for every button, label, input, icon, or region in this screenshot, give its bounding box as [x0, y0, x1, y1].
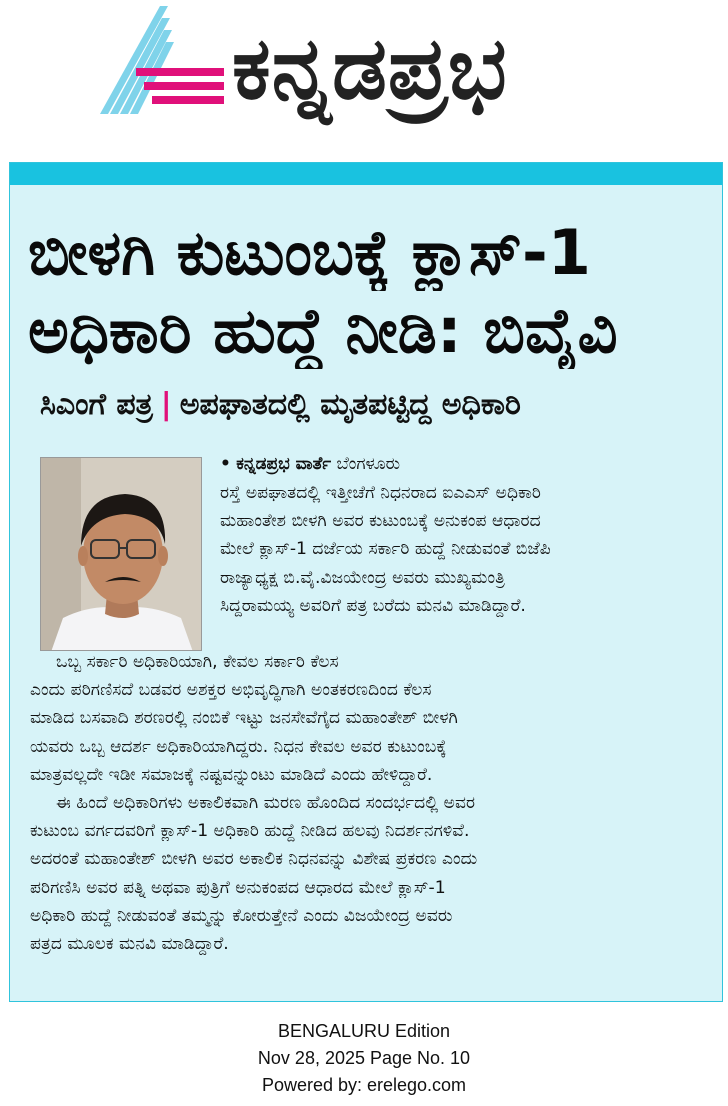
body-line: ಒಬ್ಬ ಸರ್ಕಾರಿ ಅಧಿಕಾರಿಯಾಗಿ, ಕೇವಲ ಸರ್ಕಾರಿ ಕೆಲಸ [56, 652, 339, 672]
subhead-right: ಅಪಘಾತದಲ್ಲಿ ಮೃತಪಟ್ಟಿದ್ದ ಅಧಿಕಾರಿ [179, 387, 521, 422]
article-top-bar [10, 163, 722, 185]
subheadline [40, 385, 710, 425]
subhead-separator: | [160, 387, 172, 422]
body-line: ಅದರಂತೆ ಮಹಾಂತೇಶ್ ಬೀಳಗಿ ಅವರ ಅಕಾಲಿಕ ನಿಧನವನ್ನು ವಿಶೇಷ ಪ್ರಕರಣ ಎಂದು [30, 849, 478, 870]
author-photo [40, 457, 202, 651]
masthead-name: ಕನ್ನಡಪ್ರಭ [232, 19, 508, 119]
body-line: ರಸ್ತೆ ಅಪಘಾತದಲ್ಲಿ ಇತ್ತೀಚೆಗೆ ನಿಧನರಾದ ಐಎಎಸ್ ಅಧಿಕಾರಿ [220, 483, 541, 503]
powered-by-link[interactable]: Powered by: erelego.com [261, 1075, 467, 1095]
headline-line-2: ಅಧಿಕಾರಿ ಹುದ್ದೆ ನೀಡಿ: ಬಿವೈವಿ [28, 294, 618, 367]
body-line: ಮಾತ್ರವಲ್ಲದೇ ಇಡೀ ಸಮಾಜಕ್ಕೆ ನಷ್ಟವನ್ನುಂಟು ಮಾಡಿದೆ ಎಂದು ಹೇಳಿದ್ದಾರೆ. [30, 764, 433, 785]
body-line: ಪತ್ರದ ಮೂಲಕ ಮನವಿ ಮಾಡಿದ್ದಾರೆ. [30, 933, 229, 954]
body-line: ಮಹಾಂತೇಶ ಬೀಳಗಿ ಅವರ ಕುಟುಂಬಕ್ಕೆ ಅನುಕಂಪ ಆಧಾರದ [220, 511, 541, 532]
article [9, 162, 723, 1002]
edition-label: BENGALURU Edition [277, 1021, 451, 1041]
portrait-image [41, 458, 202, 651]
body-line: ಈ ಹಿಂದೆ ಅಧಿಕಾರಿಗಳು ಅಕಾಲಿಕವಾಗಿ ಮರಣ ಹೊಂದಿದ ಸಂದರ್ಭದಲ್ಲಿ ಅವರ [56, 792, 476, 813]
body-line: ಸಿದ್ದರಾಮಯ್ಯ ಅವರಿಗೆ ಪತ್ರ ಬರೆದು ಮನವಿ ಮಾಡಿದ್ದಾರೆ. [220, 595, 526, 616]
body-line: ಕುಟುಂಬ ವರ್ಗದವರಿಗೆ ಕ್ಲಾಸ್-1 ಅಧಿಕಾರಿ ಹುದ್ದೆ ನೀಡಿದ ಹಲವು ನಿದರ್ಶನಗಳಿವೆ. [30, 821, 470, 842]
body-line: ಪರಿಗಣಿಸಿ ಅವರ ಪತ್ನಿ ಅಥವಾ ಪುತ್ರಿಗೆ ಅನುಕಂಪದ ಆಧಾರದ ಮೇಲೆ ಕ್ಲಾಸ್-1 [30, 877, 446, 898]
body-line: ಅಧಿಕಾರಿ ಹುದ್ದೆ ನೀಡುವಂತೆ ತಮ್ಮನ್ನು ಕೋರುತ್ತೇನೆ ಎಂದು ವಿಜಯೇಂದ್ರ ಅವರು [30, 905, 453, 926]
byline [220, 451, 700, 477]
kannadaprabha-logo-icon [96, 4, 226, 116]
byline-source: ಕನ್ನಡಪ್ರಭ ವಾರ್ತೆ [236, 454, 332, 474]
headline-line-1: ಬೀಳಗಿ ಕುಟುಂಬಕ್ಕೆ ಕ್ಲಾಸ್-1 [28, 216, 591, 289]
body-line: ರಾಜ್ಯಾಧ್ಯಕ್ಷ ಬಿ.ವೈ.ವಿಜಯೇಂದ್ರ ಅವರು ಮುಖ್ಯಮಂತ್ರಿ [220, 567, 505, 588]
edition-footer [0, 1018, 728, 1099]
body-line: ಮಾಡಿದ ಬಸವಾದಿ ಶರಣರಲ್ಲಿ ನಂಬಿಕೆ ಇಟ್ಟು ಜನಸೇವೆಗೈದ ಮಹಾಂತೇಶ್ ಬೀಳಗಿ [30, 708, 458, 729]
body-line: ಎಂದು ಪರಿಗಣಿಸದೆ ಬಡವರ ಅಶಕ್ತರ ಅಭಿವೃದ್ಧಿಗಾಗಿ ಅಂತಕರಣದಿಂದ ಕೆಲಸ [30, 680, 432, 701]
date-page-label: Nov 28, 2025 Page No. 10 [257, 1048, 471, 1068]
body-column-full [30, 648, 710, 958]
subhead-left: ಸಿಎಂಗೆ ಪತ್ರ [40, 387, 153, 422]
byline-bullet: • [220, 454, 231, 474]
byline-city: ಬೆಂಗಳೂರು [336, 454, 400, 474]
body-line: ಯವರು ಒಬ್ಬ ಆದರ್ಶ ಅಧಿಕಾರಿಯಾಗಿದ್ದರು. ನಿಧನ ಕೇವಲ ಅವರ ಕುಟುಂಬಕ್ಕೆ [30, 736, 447, 757]
body-column-right [220, 479, 710, 620]
body-line: ಮೇಲೆ ಕ್ಲಾಸ್-1 ದರ್ಜೆಯ ಸರ್ಕಾರಿ ಹುದ್ದೆ ನೀಡುವಂತೆ ಬಿಜೆಪಿ [220, 539, 551, 560]
masthead [0, 0, 728, 160]
